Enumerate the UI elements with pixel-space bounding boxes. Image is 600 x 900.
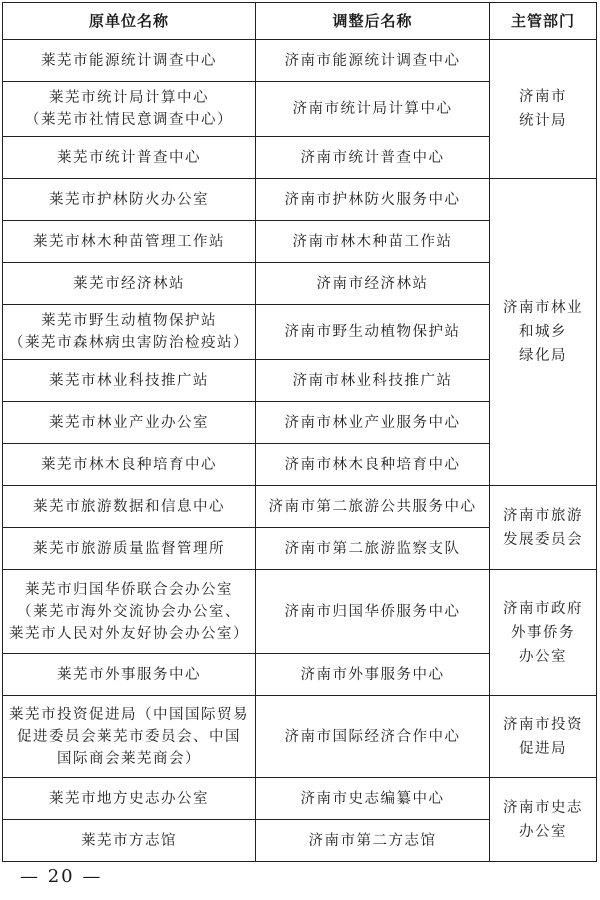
table-header-row bbox=[3, 3, 597, 40]
original-name-cell bbox=[3, 820, 256, 862]
adjusted-name-cell: 济南市归国华侨服务中心 bbox=[256, 570, 490, 654]
original-name-cell bbox=[3, 360, 256, 402]
adjusted-name-cell: 济南市能源统计调查中心 bbox=[256, 40, 490, 82]
header-department: 主管部门 bbox=[490, 3, 597, 40]
original-name-line: 莱芜市外事服务中心 bbox=[57, 666, 201, 683]
original-name-line: 莱芜市护林防火办公室 bbox=[49, 191, 209, 208]
department-line: 济南市 bbox=[519, 89, 567, 105]
original-name-cell bbox=[3, 654, 256, 696]
original-name-cell bbox=[3, 696, 256, 778]
adjusted-name-cell: 济南市第二旅游公共服务中心 bbox=[256, 486, 490, 528]
original-name-line: 莱芜市林业科技推广站 bbox=[49, 372, 209, 389]
department-line: 发展委员会 bbox=[503, 531, 583, 548]
original-name-line: 莱芜市林业产业办公室 bbox=[49, 414, 209, 431]
table-row bbox=[3, 778, 597, 820]
department-line: 办公室 bbox=[519, 648, 567, 665]
adjusted-name-cell: 济南市林木种苗工作站 bbox=[256, 221, 490, 263]
header-adjusted-name: 调整后名称 bbox=[256, 3, 490, 40]
adjusted-name-cell: 济南市统计普查中心 bbox=[256, 137, 490, 179]
original-name-line: 莱芜市人民对外友好协会办公室） bbox=[9, 625, 249, 642]
department-line: 统计局 bbox=[519, 113, 567, 129]
adjusted-name-cell: 济南市林木良种培育中心 bbox=[256, 444, 490, 486]
department-line: 济南市政府 bbox=[503, 600, 583, 617]
original-name-line: 促进委员会莱芜市委员会、中国 bbox=[17, 728, 241, 745]
original-name-cell bbox=[3, 570, 256, 654]
original-name-cell bbox=[3, 179, 256, 221]
original-name-line: 莱芜市方志馆 bbox=[81, 832, 177, 849]
original-name-line: 莱芜市旅游数据和信息中心 bbox=[33, 498, 225, 515]
original-name-cell bbox=[3, 402, 256, 444]
adjusted-name-cell: 济南市第二旅游监察支队 bbox=[256, 528, 490, 570]
original-name-cell bbox=[3, 444, 256, 486]
original-name-line: 莱芜市野生动植物保护站 bbox=[41, 313, 217, 329]
adjusted-name-cell: 济南市林业科技推广站 bbox=[256, 360, 490, 402]
adjusted-name-cell: 济南市林业产业服务中心 bbox=[256, 402, 490, 444]
department-cell bbox=[490, 179, 597, 486]
adjusted-name-cell: 济南市国际经济合作中心 bbox=[256, 696, 490, 778]
department-line: 济南市投资 bbox=[503, 716, 583, 733]
table-row bbox=[3, 486, 597, 528]
original-name-cell bbox=[3, 137, 256, 179]
original-name-line: （莱芜市海外交流协会办公室、 bbox=[17, 603, 241, 620]
department-line: 济南市旅游 bbox=[503, 507, 583, 524]
original-name-cell bbox=[3, 528, 256, 570]
institution-adjustment-table bbox=[2, 2, 597, 862]
original-name-line: （莱芜市社情民意调查中心） bbox=[25, 112, 233, 128]
original-name-line: 莱芜市地方史志办公室 bbox=[49, 790, 209, 807]
header-original-name: 原单位名称 bbox=[3, 3, 256, 40]
table-row bbox=[3, 570, 597, 654]
original-name-line: 莱芜市林木种苗管理工作站 bbox=[33, 233, 225, 250]
original-name-line: 国际商会莱芜商会） bbox=[57, 750, 201, 767]
adjusted-name-cell: 济南市经济林站 bbox=[256, 263, 490, 305]
original-name-line: 莱芜市统计普查中心 bbox=[57, 149, 201, 166]
adjusted-name-cell: 济南市护林防火服务中心 bbox=[256, 179, 490, 221]
department-cell bbox=[490, 778, 597, 862]
department-cell bbox=[490, 570, 597, 696]
original-name-cell bbox=[3, 40, 256, 82]
department-line: 济南市史志 bbox=[503, 799, 583, 816]
original-name-line: 莱芜市投资促进局（中国国际贸易 bbox=[9, 706, 249, 723]
original-name-line: 莱芜市统计局计算中心 bbox=[49, 90, 209, 106]
adjusted-name-cell: 济南市野生动植物保护站 bbox=[256, 305, 490, 360]
adjusted-name-cell: 济南市史志编纂中心 bbox=[256, 778, 490, 820]
department-line: 促进局 bbox=[519, 740, 567, 757]
table-row bbox=[3, 696, 597, 778]
department-cell bbox=[490, 696, 597, 778]
original-name-cell bbox=[3, 82, 256, 137]
department-line: 办公室 bbox=[519, 823, 567, 840]
original-name-line: 莱芜市能源统计调查中心 bbox=[41, 52, 217, 69]
department-line: 绿化局 bbox=[519, 348, 567, 364]
department-line: 外事侨务 bbox=[511, 624, 575, 641]
department-cell bbox=[490, 486, 597, 570]
page-number: — 20 — bbox=[20, 866, 103, 887]
original-name-line: 莱芜市旅游质量监督管理所 bbox=[33, 540, 225, 557]
original-name-cell bbox=[3, 263, 256, 305]
adjusted-name-cell: 济南市第二方志馆 bbox=[256, 820, 490, 862]
table-row bbox=[3, 179, 597, 221]
original-name-cell bbox=[3, 778, 256, 820]
adjusted-name-cell: 济南市外事服务中心 bbox=[256, 654, 490, 696]
original-name-cell bbox=[3, 221, 256, 263]
adjusted-name-cell: 济南市统计局计算中心 bbox=[256, 82, 490, 137]
original-name-line: （莱芜市森林病虫害防治检疫站） bbox=[9, 335, 249, 351]
department-cell bbox=[490, 40, 597, 179]
table-row bbox=[3, 40, 597, 82]
department-line: 济南市林业 bbox=[503, 300, 583, 316]
original-name-line: 莱芜市经济林站 bbox=[73, 275, 185, 292]
original-name-cell bbox=[3, 305, 256, 360]
original-name-line: 莱芜市归国华侨联合会办公室 bbox=[25, 581, 233, 598]
original-name-line: 莱芜市林木良种培育中心 bbox=[41, 456, 217, 473]
department-line: 和城乡 bbox=[519, 324, 567, 340]
original-name-cell bbox=[3, 486, 256, 528]
